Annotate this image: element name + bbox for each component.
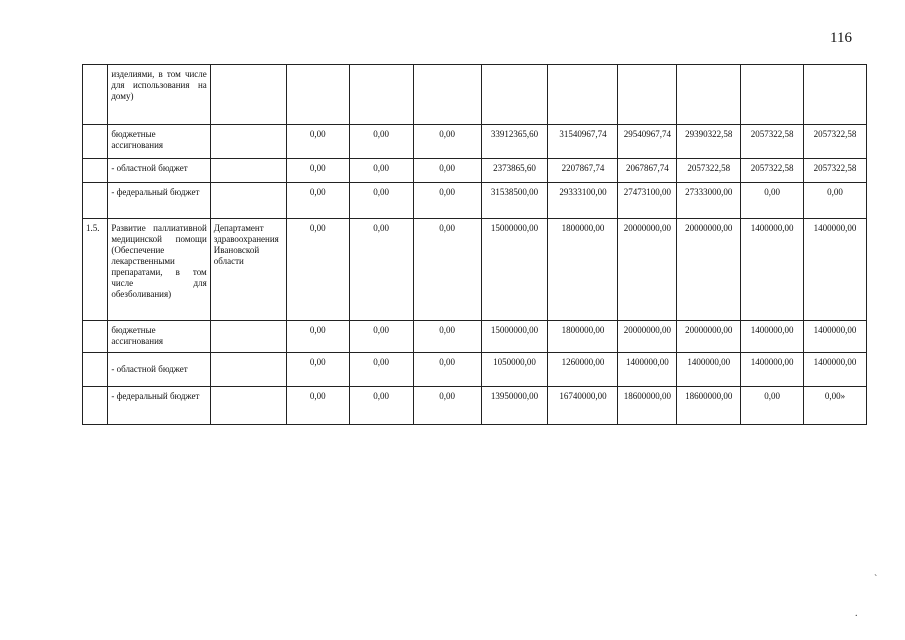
value-cell: 13950000,00 xyxy=(481,387,548,425)
value-cell: 15000000,00 xyxy=(481,321,548,353)
row-number-cell xyxy=(83,183,108,219)
value-cell: 1800000,00 xyxy=(548,321,618,353)
value-cell: 0,00 xyxy=(413,353,481,387)
row-label-cell: изделиями, в том числе для использования на дому) xyxy=(108,65,210,125)
value-cell: 0,00 xyxy=(286,159,349,183)
row-label-cell: бюджетные ассигнования xyxy=(108,125,210,159)
value-cell: 1400000,00 xyxy=(741,353,804,387)
table-row xyxy=(83,219,867,321)
value-cell: 0,00 xyxy=(286,125,349,159)
value-cell: 29390322,58 xyxy=(677,125,741,159)
value-cell xyxy=(286,65,349,125)
value-cell: 2057322,58 xyxy=(741,125,804,159)
value-cell: 0,00 xyxy=(413,125,481,159)
value-cell: 15000000,00 xyxy=(481,219,548,321)
department-cell xyxy=(210,353,286,387)
value-cell: 0,00 xyxy=(413,321,481,353)
value-cell: 2057322,58 xyxy=(677,159,741,183)
department-cell xyxy=(210,387,286,425)
value-cell: 1400000,00 xyxy=(618,353,677,387)
table-row xyxy=(83,321,867,353)
value-cell: 18600000,00 xyxy=(677,387,741,425)
value-cell: 1400000,00 xyxy=(804,219,867,321)
department-cell xyxy=(210,321,286,353)
value-cell xyxy=(349,65,413,125)
row-number-cell xyxy=(83,353,108,387)
value-cell: 20000000,00 xyxy=(618,321,677,353)
value-cell: 2067867,74 xyxy=(618,159,677,183)
value-cell: 1400000,00 xyxy=(741,321,804,353)
value-cell: 1800000,00 xyxy=(548,219,618,321)
budget-table xyxy=(82,64,867,425)
department-cell xyxy=(210,125,286,159)
department-cell: Департамент здравоохранения Ивановской области xyxy=(210,219,286,321)
value-cell: 1260000,00 xyxy=(548,353,618,387)
value-cell xyxy=(741,65,804,125)
value-cell: 0,00 xyxy=(349,125,413,159)
row-number-cell xyxy=(83,321,108,353)
row-label-cell: - федеральный бюджет xyxy=(108,183,210,219)
row-number-cell xyxy=(83,159,108,183)
value-cell: 27473100,00 xyxy=(618,183,677,219)
value-cell: 20000000,00 xyxy=(677,321,741,353)
value-cell: 31540967,74 xyxy=(548,125,618,159)
value-cell: 0,00 xyxy=(349,387,413,425)
value-cell: 0,00 xyxy=(286,321,349,353)
value-cell: 0,00 xyxy=(349,353,413,387)
value-cell xyxy=(413,65,481,125)
department-cell xyxy=(210,65,286,125)
row-number-cell xyxy=(83,65,108,125)
value-cell: 29333100,00 xyxy=(548,183,618,219)
row-label-cell: - областной бюджет xyxy=(108,353,210,387)
scan-mark: ` xyxy=(874,574,878,585)
value-cell: 16740000,00 xyxy=(548,387,618,425)
value-cell xyxy=(481,65,548,125)
value-cell: 2057322,58 xyxy=(804,159,867,183)
table-row xyxy=(83,183,867,219)
value-cell xyxy=(677,65,741,125)
value-cell: 0,00 xyxy=(286,219,349,321)
value-cell: 27333000,00 xyxy=(677,183,741,219)
page-number: 116 xyxy=(830,30,852,46)
value-cell: 0,00» xyxy=(804,387,867,425)
value-cell xyxy=(548,65,618,125)
value-cell xyxy=(804,65,867,125)
value-cell: 18600000,00 xyxy=(618,387,677,425)
value-cell xyxy=(618,65,677,125)
table-row xyxy=(83,65,867,125)
value-cell: 20000000,00 xyxy=(677,219,741,321)
row-label-cell: - федеральный бюджет xyxy=(108,387,210,425)
value-cell: 0,00 xyxy=(286,183,349,219)
value-cell: 0,00 xyxy=(804,183,867,219)
value-cell: 0,00 xyxy=(349,183,413,219)
value-cell: 1050000,00 xyxy=(481,353,548,387)
value-cell: 0,00 xyxy=(286,387,349,425)
table-row xyxy=(83,159,867,183)
table-row xyxy=(83,125,867,159)
department-cell xyxy=(210,159,286,183)
value-cell: 0,00 xyxy=(413,159,481,183)
department-cell xyxy=(210,183,286,219)
row-number-cell: 1.5. xyxy=(83,219,108,321)
table-row xyxy=(83,353,867,387)
row-label-cell: Развитие паллиативной медицинской помощи (Обеспечение лекарственными препаратами, в том числе для обезболивания) xyxy=(108,219,210,321)
value-cell: 33912365,60 xyxy=(481,125,548,159)
value-cell: 0,00 xyxy=(349,219,413,321)
value-cell: 0,00 xyxy=(413,219,481,321)
value-cell: 2057322,58 xyxy=(804,125,867,159)
value-cell: 29540967,74 xyxy=(618,125,677,159)
row-label-cell: - областной бюджет xyxy=(108,159,210,183)
value-cell: 0,00 xyxy=(286,353,349,387)
value-cell: 1400000,00 xyxy=(677,353,741,387)
table-row xyxy=(83,387,867,425)
value-cell: 0,00 xyxy=(413,183,481,219)
value-cell: 0,00 xyxy=(741,183,804,219)
value-cell: 0,00 xyxy=(349,321,413,353)
value-cell: 1400000,00 xyxy=(741,219,804,321)
value-cell: 0,00 xyxy=(413,387,481,425)
row-number-cell xyxy=(83,125,108,159)
value-cell: 2057322,58 xyxy=(741,159,804,183)
value-cell: 1400000,00 xyxy=(804,353,867,387)
row-label-cell: бюджетные ассигнования xyxy=(108,321,210,353)
value-cell: 31538500,00 xyxy=(481,183,548,219)
value-cell: 20000000,00 xyxy=(618,219,677,321)
value-cell: 0,00 xyxy=(741,387,804,425)
value-cell: 2373865,60 xyxy=(481,159,548,183)
row-number-cell xyxy=(83,387,108,425)
value-cell: 1400000,00 xyxy=(804,321,867,353)
scan-mark: . xyxy=(855,608,858,619)
value-cell: 0,00 xyxy=(349,159,413,183)
value-cell: 2207867,74 xyxy=(548,159,618,183)
